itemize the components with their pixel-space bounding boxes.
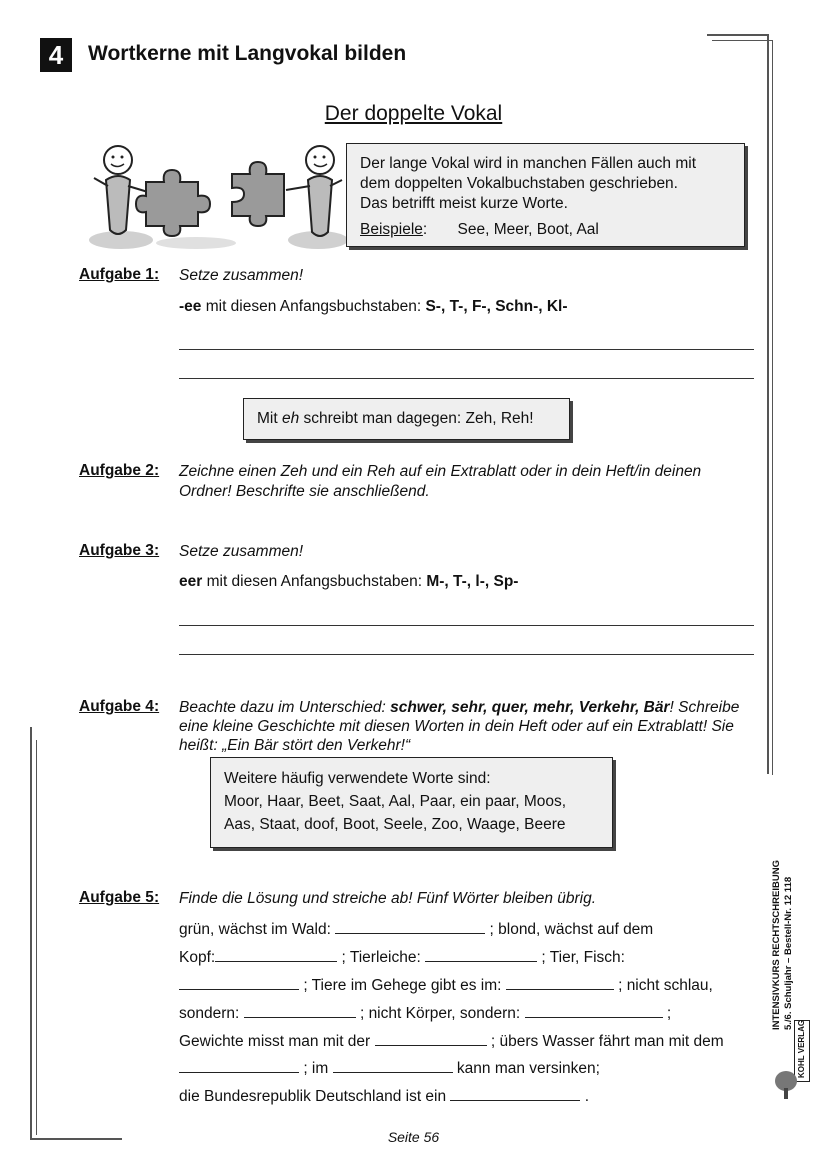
frame-top-line-inner	[712, 40, 772, 41]
more-words-line-1: Weitere häufig verwendete Worte sind:	[224, 770, 491, 787]
examples-row	[360, 220, 744, 240]
answer-blank[interactable]	[179, 975, 299, 990]
answer-blank[interactable]	[450, 1086, 580, 1101]
task-2-line-2: Ordner! Beschrifte sie anschließend.	[179, 483, 430, 500]
eh-info-box	[243, 398, 570, 440]
side-series-title: INTENSIVKURS RECHTSCHREIBUNG	[771, 860, 782, 1030]
task-5-label: Aufgabe 5:	[79, 889, 160, 906]
task-5-row-3: ; Tiere im Gehege gibt es im: ; nicht schlau,	[179, 975, 713, 995]
intro-line-3: Das betrifft meist kurze Worte.	[360, 195, 568, 212]
examples-list: See, Meer, Boot, Aal	[457, 221, 599, 238]
task-1-prefix: -ee	[179, 298, 202, 315]
task-3-prompt	[179, 573, 518, 591]
task-1-letters: S-, T-, F-, Schn-, Kl-	[425, 298, 568, 315]
task-5-row-5: Gewichte misst man mit der ; übers Wasser fährt man mit dem	[179, 1033, 724, 1050]
task-1-label: Aufgabe 1:	[79, 266, 160, 283]
answer-blank[interactable]	[335, 919, 485, 934]
eh-box-text-before: Mit	[257, 410, 282, 427]
answer-blank[interactable]	[179, 1058, 299, 1073]
intro-info-box	[346, 143, 745, 247]
task-5-row-2: Kopf: ; Tierleiche: ; Tier, Fisch:	[179, 949, 625, 966]
side-order-info: 5./6. Schuljahr – Bestell-Nr. 12 118	[783, 876, 794, 1030]
task-3-prefix: eer	[179, 573, 203, 590]
task-5-row-6: ; im kann man versinken;	[179, 1058, 600, 1078]
publisher-logo	[772, 1020, 812, 1100]
task-2-label: Aufgabe 2:	[79, 462, 160, 479]
task-1-prompt	[179, 298, 568, 316]
puzzle-figures-illustration	[86, 140, 346, 252]
frame-right-line-inner	[772, 40, 773, 775]
task-3-label: Aufgabe 3:	[79, 542, 160, 559]
more-words-box	[210, 757, 613, 848]
intro-line-2: dem doppelten Vokalbuchstaben geschrieben.	[360, 175, 678, 192]
task-4-instruction	[179, 698, 769, 755]
task-3-answer-line-1[interactable]	[179, 625, 754, 626]
task-5-row-1: grün, wächst im Wald: ; blond, wächst auf dem	[179, 921, 654, 938]
task-1-instruction: Setze zusammen!	[179, 267, 304, 284]
section-title: Der doppelte Vokal	[324, 102, 503, 125]
frame-left-line-inner	[36, 740, 37, 1135]
task-2-line-1: Zeichne einen Zeh und ein Reh auf ein Extrablatt oder in dein Heft/in deinen	[179, 463, 702, 480]
intro-line-1: Der lange Vokal wird in manchen Fällen auch mit	[360, 155, 697, 172]
task-4-line-3: heißt: „Ein Bär stört den Verkehr!“	[179, 737, 411, 754]
eh-box-word: eh	[281, 410, 300, 427]
side-series-info	[771, 830, 823, 1030]
more-words-line-3: Aas, Staat, doof, Boot, Seele, Zoo, Waage, Beere	[224, 816, 566, 833]
task-5-row-7: die Bundesrepublik Deutschland ist ein .	[179, 1088, 590, 1105]
answer-blank[interactable]	[375, 1031, 487, 1046]
page-number: Seite 56	[387, 1129, 440, 1145]
frame-top-line	[707, 34, 769, 36]
tree-icon	[774, 1070, 798, 1100]
task-5-instruction: Finde die Lösung und streiche ab! Fünf Wörter bleiben übrig.	[179, 890, 597, 907]
task-4-line-1: Beachte dazu im Unterschied: schwer, sehr, quer, mehr, Verkehr, Bär! Schreibe	[179, 699, 740, 716]
task-5-row-4: sondern: ; nicht Körper, sondern: ;	[179, 1005, 672, 1022]
answer-blank[interactable]	[506, 975, 614, 990]
examples-colon: :	[422, 221, 428, 238]
answer-blank[interactable]	[215, 947, 337, 962]
frame-right-line	[767, 34, 769, 774]
task-1-answer-line-1[interactable]	[179, 349, 754, 350]
chapter-title: Wortkerne mit Langvokal bilden	[88, 42, 407, 65]
task-1-answer-line-2[interactable]	[179, 378, 754, 379]
eh-box-text-after: schreibt man dagegen: Zeh, Reh!	[299, 410, 534, 427]
task-3-text: mit diesen Anfangsbuchstaben:	[202, 573, 427, 590]
task-4-label: Aufgabe 4:	[79, 698, 160, 715]
answer-blank[interactable]	[525, 1003, 663, 1018]
task-3-instruction: Setze zusammen!	[179, 543, 304, 560]
chapter-number: 4	[40, 38, 72, 72]
answer-blank[interactable]	[425, 947, 537, 962]
task-3-answer-line-2[interactable]	[179, 654, 754, 655]
task-2-instruction	[179, 462, 769, 502]
task-4-line-2: eine kleine Geschichte mit diesen Worten in dein Heft oder auf ein Extrablatt! Sie	[179, 718, 734, 735]
answer-blank[interactable]	[244, 1003, 356, 1018]
frame-left-line	[30, 727, 32, 1139]
task-3-letters: M-, T-, l-, Sp-	[426, 573, 519, 590]
answer-blank[interactable]	[333, 1058, 453, 1073]
publisher-name: KOHL VERLAG	[797, 1019, 806, 1078]
task-1-text: mit diesen Anfangsbuchstaben:	[201, 298, 426, 315]
examples-label: Beispiele	[360, 221, 423, 238]
more-words-line-2: Moor, Haar, Beet, Saat, Aal, Paar, ein paar, Moos,	[224, 793, 567, 810]
